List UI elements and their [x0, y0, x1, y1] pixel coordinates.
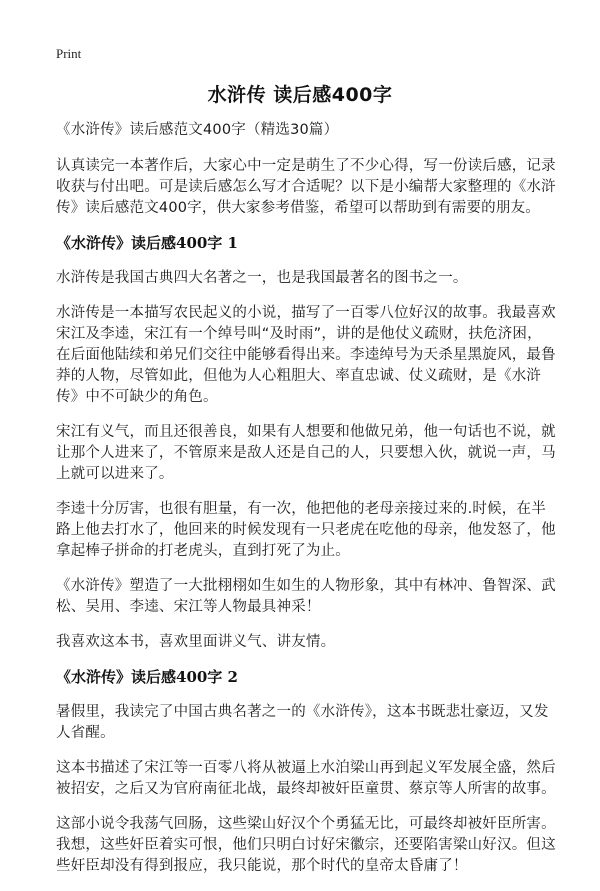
paragraph: 《水浒传》塑造了一大批栩栩如生如生的人物形象，其中有林冲、鲁智深、武松、吴用、李逵、宋江等人物最具神采！: [56, 578, 556, 615]
paragraph: 我喜欢这本书，喜欢里面讲义气、讲友情。: [56, 634, 336, 650]
paragraph: 暑假里，我读完了中国古典名著之一的《水浒传》，这本书既悲壮豪迈，又发人省醒。: [56, 704, 549, 741]
paragraph: 水浒传是一本描写农民起义的小说，描写了一百零八位好汉的故事。我最喜欢宋江及李逵，宋江有一个绰号叫“及时雨”，讲的是他仗义疏财，扶危济困，在后面他陆续和弟兄们交往中能够看得出来。李逵绰号为天杀星黑旋风，最鲁莽的人物，尽管如此，但他为人心粗胆大、率直忠诚、仗义疏财，是《水浒传》中不可缺少的角色。: [56, 305, 556, 405]
section-heading-2: 《水浒传》读后感400字 2: [56, 668, 238, 686]
paragraph: 宋江有义气，而且还很善良，如果有人想要和他做兄弟，他一句话也不说，就让那个人进来了，不管原来是敌人还是自己的人，只要想入伙，就说一声，马上就可以进来了。: [56, 424, 556, 482]
print-link[interactable]: Print: [56, 46, 82, 61]
intro-paragraph: 认真读完一本著作后，大家心中一定是萌生了不少心得，写一份读后感，记录收获与付出吧。可是读后感怎么写才合适呢？以下是小编帮大家整理的《水浒传》读后感范文400字，供大家参考借鉴，希望可以帮助到有需要的朋友。: [56, 158, 556, 216]
article-subtitle: 《水浒传》读后感范文400字（精选30篇）: [56, 122, 339, 138]
paragraph: 李逵十分厉害，也很有胆量，有一次，他把他的老母亲接过来的.时候，在半路上他去打水了，他回来的时候发现有一只老虎在吃他的母亲，他发怒了，他拿起棒子拼命的打老虎头，直到打死了为止。: [56, 501, 556, 559]
paragraph: 水浒传是我国古典四大名著之一，也是我国最著名的图书之一。: [56, 270, 468, 286]
paragraph: 这本书描述了宋江等一百零八将从被逼上水泊梁山再到起义军发展全盛，然后被招安，之后又为官府南征北战，最终却被奸臣童贯、蔡京等人所害的故事。: [56, 760, 556, 797]
page-title: 水浒传 读后感400字: [207, 84, 393, 106]
paragraph: 这部小说令我荡气回肠，这些梁山好汉个个勇猛无比，可最终却被奸臣所害。我想，这些奸臣着实可恨，他们只明白讨好宋徽宗，还要陷害梁山好汉。但这些奸臣却没有得到报应，我只能说，那个时代的皇帝太昏庸了！: [56, 816, 556, 874]
article-body: [56, 120, 556, 891]
section-heading-1: 《水浒传》读后感400字 1: [56, 234, 238, 252]
